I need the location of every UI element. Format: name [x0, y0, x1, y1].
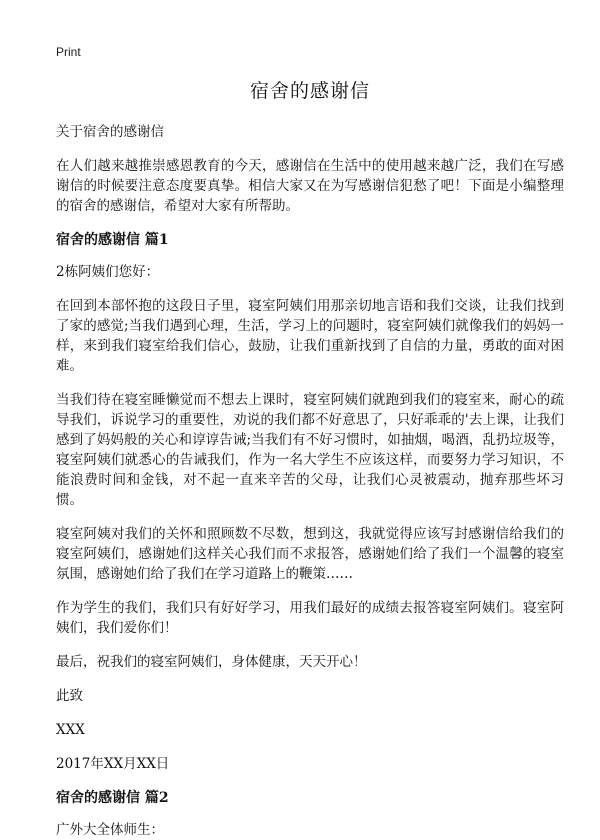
section-heading-1: 宿舍的感谢信 篇1 [56, 232, 169, 248]
greeting-1: 2栋阿姨们您好： [56, 264, 160, 280]
body-paragraph: 寝室阿姨对我们的关怀和照顾数不尽数，想到这，我就觉得应该写封感谢信给我们的寝室阿姨们，感谢她们这样关心我们而不求报答，感谢她们给了我们一个温馨的寝室氛围，感谢她们给了我们在学习道路上的鞭策…… [56, 526, 564, 582]
date-text: 2017年XX月XX日 [56, 756, 170, 772]
body-paragraph: 最后，祝我们的寝室阿姨们，身体健康，天天开心！ [56, 654, 367, 670]
intro-paragraph: 在人们越来越推崇感恩教育的今天，感谢信在生活中的使用越来越广泛，我们在写感谢信的时候要注意态度要真挚。相信大家又在为写感谢信犯愁了吧！下面是小编整理的宿舍的感谢信，希望对大家有所帮助。 [56, 158, 564, 214]
signature-text: XXX [56, 722, 85, 738]
print-link[interactable]: Print [56, 45, 81, 59]
subtitle-text: 关于宿舍的感谢信 [56, 124, 164, 140]
body-paragraph: 当我们待在寝室睡懒觉而不想去上课时，寝室阿姨们就跑到我们的寝室来，耐心的疏导我们，诉说学习的重要性，劝说的我们都不好意思了，只好乖乖的'去上课，让我们感到了妈妈般的关心和谆谆告诫;当我们有不好习惯时，如抽烟，喝酒，乱扔垃圾等，寝室阿姨们就悉心的告诫我们，作为一名大学生不应该这样，而要努力学习知识，不能浪费时间和金钱，对不起一直来辛苦的父母，让我们心灵被震动，抛弃那些坏习惯。 [56, 392, 564, 508]
closing-text: 此致 [56, 688, 83, 704]
greeting-2: 广外大全体师生： [56, 822, 164, 838]
body-paragraph: 作为学生的我们，我们只有好好学习，用我们最好的成绩去报答寝室阿姨们。寝室阿姨们，我们爱你们！ [56, 600, 564, 636]
body-paragraph: 在回到本部怀抱的这段日子里，寝室阿姨们用那亲切地言语和我们交谈，让我们找到了家的感觉;当我们遇到心理，生活，学习上的问题时，寝室阿姨们就像我们的妈妈一样，来到我们寝室给我们信心，鼓励，让我们重新找到了自信的力量，勇敢的面对困难。 [56, 298, 564, 374]
section-heading-2: 宿舍的感谢信 篇2 [56, 790, 169, 806]
page-title: 宿舍的感谢信 [249, 80, 370, 102]
